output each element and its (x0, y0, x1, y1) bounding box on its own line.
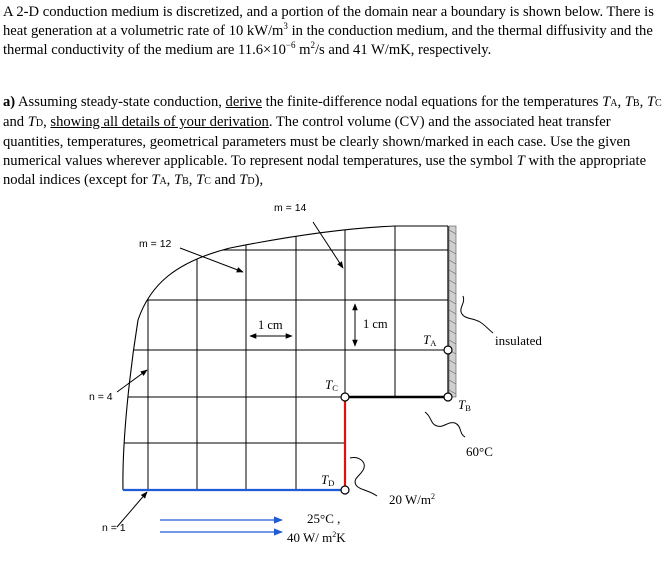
label-temp-60: 60°C (466, 444, 493, 459)
label-ambient-temp: 25°C , (307, 511, 341, 526)
part-a-t3: and (3, 114, 28, 130)
label-m12: m = 12 (139, 238, 172, 250)
part-a-t1: Assuming steady-state conduction, (15, 94, 226, 110)
sub-td: D (35, 118, 44, 129)
sym-tb: T (624, 94, 633, 110)
label-heat-flux: 20 $W/m^2$ (389, 492, 436, 507)
m14-arrow (313, 222, 343, 268)
label-m14: m = 14 (274, 202, 307, 214)
part-a-t7: ), (254, 172, 264, 188)
label-conv-coeff: 40 W/ $m^2K$ (287, 530, 346, 545)
part-a-label: a) (3, 94, 16, 110)
intro-text-2: in the conduction medium, and the thermal diffusivity and the thermal conductivity of the medium are 11.6×10 (3, 23, 653, 58)
problem-intro (3, 3, 663, 60)
sym-tc: T (646, 94, 656, 110)
n4-arrow (117, 370, 147, 392)
sub-tb: B (632, 98, 640, 109)
intro-text-1: A 2-D conduction medium is discretized, and a portion of the domain near a boundary is shown below. There is heat generation at a volumetric rate of 10 kW/m (3, 4, 654, 39)
node-d (341, 486, 349, 494)
sym-ta: T (602, 94, 611, 110)
insulation-hatch (449, 226, 456, 397)
label-n1: n = 1 (102, 522, 126, 534)
insulated-squiggle (461, 296, 493, 333)
node-c (341, 393, 349, 401)
m12-arrow (180, 248, 243, 272)
part-a-text (3, 93, 663, 191)
sub-ta: A (610, 98, 618, 109)
sym-td-2: T (239, 172, 248, 188)
sym-ta-2: T (151, 172, 160, 188)
flux-squiggle (350, 458, 377, 496)
sym-tc-2: T (196, 172, 205, 188)
sep-5: , (188, 172, 197, 188)
label-ta: TA (423, 332, 437, 348)
sub-tc-2: C (204, 176, 211, 187)
temp-60-squiggle (425, 412, 465, 437)
part-a-t4: . The control volume (CV) and the associated heat transfer quantities, temperatures, geometrical parameters must be clearly shown/marked in each case. Use the given numerical values wherever applicable. To represent nodal temperatures, use the symbol (3, 114, 631, 169)
node-a (444, 346, 452, 354)
sep-2: , (639, 94, 647, 110)
label-tb: TB (458, 397, 471, 413)
intro-sup-1: 3 (283, 21, 288, 32)
sub-ta-2: A (159, 176, 167, 187)
part-a-t2: the finite-difference nodal equations for the temperatures (262, 94, 603, 110)
label-tc: TC (325, 377, 338, 393)
part-a-derive: derive (225, 94, 263, 110)
intro-text-4: /s and 41 W/mK, respectively. (314, 42, 492, 58)
label-dy: 1 cm (363, 317, 388, 331)
label-td: TD (321, 472, 335, 488)
sep-3: , (43, 114, 51, 130)
node-b (444, 393, 452, 401)
label-insulated: insulated (495, 333, 542, 348)
label-dx: 1 cm (258, 318, 283, 332)
sym-t: T (516, 153, 525, 169)
sym-td: T (27, 114, 36, 130)
sep-1: , (617, 94, 625, 110)
part-a-t5: with the appropriate nodal indices (except for (3, 153, 647, 188)
sub-td-2: D (247, 176, 255, 187)
sub-tb-2: B (182, 176, 189, 187)
intro-text-3: m (295, 42, 311, 58)
label-n4: n = 4 (89, 391, 113, 403)
part-a-t6: and (210, 172, 240, 188)
sep-4: , (166, 172, 174, 188)
part-a-showing: showing all details of your derivation (50, 114, 269, 130)
fd-grid-figure (0, 190, 667, 571)
intro-sup-2: −6 (285, 40, 296, 51)
sub-tc: C (655, 98, 662, 109)
sym-tb-2: T (173, 172, 183, 188)
intro-sup-3: 2 (310, 40, 315, 51)
domain-boundary (123, 226, 448, 490)
